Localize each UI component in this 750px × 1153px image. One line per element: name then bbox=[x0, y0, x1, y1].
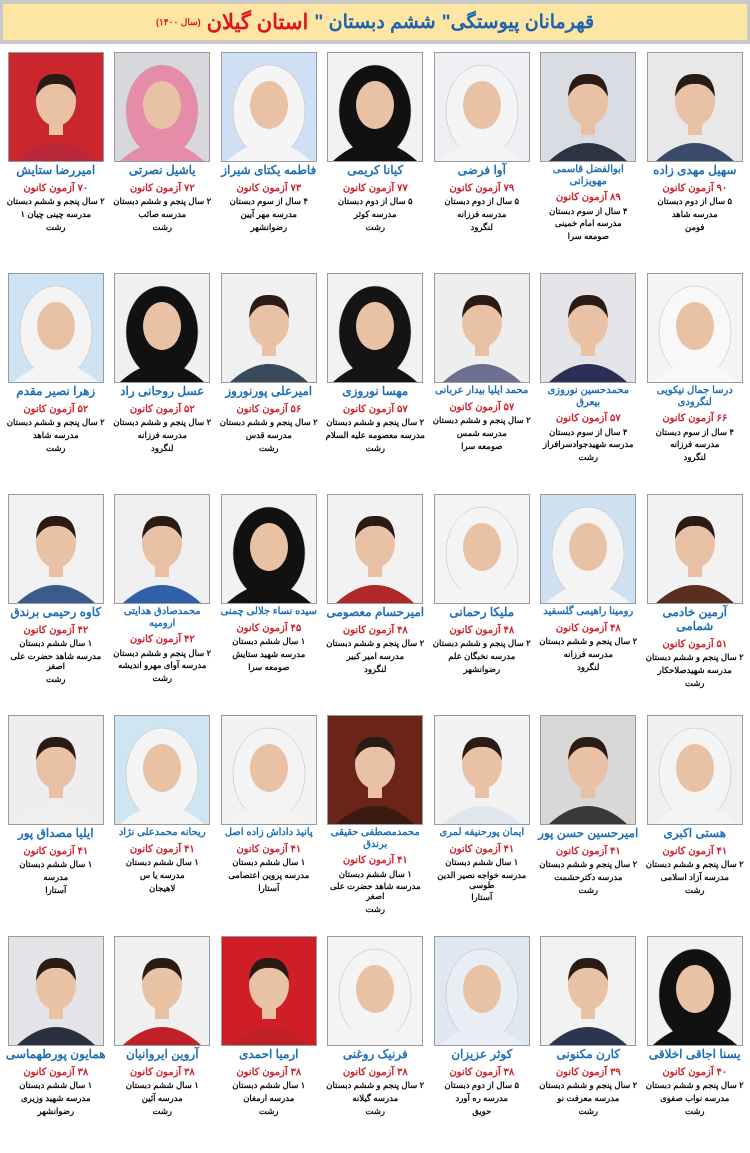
student-name: کاوه رحیمی برندق bbox=[10, 605, 102, 619]
student-card bbox=[642, 269, 749, 490]
student-photo bbox=[540, 52, 636, 162]
student-name: درسا جمال نیکویی لنگرودی bbox=[656, 385, 733, 408]
student-info bbox=[323, 1048, 428, 1152]
student-card bbox=[535, 932, 642, 1153]
student-name: محمد ایلیا بیدار عربانی bbox=[435, 385, 529, 396]
exam-count: ۸۹ آزمون کانون bbox=[555, 192, 621, 203]
student-name: امیررضا ستایش bbox=[16, 163, 96, 177]
title-banner bbox=[3, 4, 747, 40]
student-photo bbox=[8, 52, 104, 162]
student-name: ایمان پورحنیفه لمری bbox=[439, 827, 525, 838]
student-card bbox=[642, 932, 749, 1153]
years-attended: ۱ سال ششم دبستان bbox=[338, 868, 412, 879]
student-photo bbox=[8, 715, 104, 825]
student-card bbox=[109, 48, 216, 269]
school-name: مدرسه دکترحشمت bbox=[554, 872, 623, 883]
years-attended: ۴ سال از سوم دبستان bbox=[229, 196, 308, 207]
city-name: رشت bbox=[258, 442, 279, 453]
student-photo bbox=[327, 273, 423, 383]
student-card bbox=[216, 269, 323, 490]
student-info bbox=[536, 385, 641, 489]
exam-count: ۷۷ آزمون کانون bbox=[342, 182, 408, 194]
years-attended: ۱ سال ششم دبستان bbox=[232, 1080, 306, 1091]
city-name: آستارا bbox=[258, 882, 280, 893]
student-photo bbox=[647, 273, 743, 383]
exam-count: ۴۱ آزمون کانون bbox=[236, 843, 302, 855]
school-name: مدرسه شهیدصلاحکار bbox=[657, 664, 732, 675]
city-name: صومعه سرا bbox=[567, 231, 609, 242]
school-name: مدرسه معصومه علیه السلام bbox=[325, 430, 425, 441]
student-card bbox=[642, 711, 749, 932]
years-attended: ۲ سال پنجم و ششم دبستان bbox=[645, 652, 744, 663]
student-card bbox=[429, 269, 536, 490]
student-info bbox=[323, 385, 428, 489]
years-attended: ۲ سال پنجم و ششم دبستان bbox=[645, 1080, 744, 1091]
years-attended: ۱ سال ششم دبستان bbox=[125, 857, 199, 867]
student-info bbox=[430, 164, 535, 268]
student-card bbox=[642, 490, 749, 711]
student-info bbox=[110, 1048, 215, 1152]
exam-count: ۴۸ آزمون کانون bbox=[449, 624, 515, 636]
city-name: صومعه سرا bbox=[461, 440, 503, 451]
student-card bbox=[322, 269, 429, 490]
student-photo bbox=[327, 936, 423, 1046]
exam-count: ۳۸ آزمون کانون bbox=[236, 1066, 302, 1078]
city-name: رضوانشهر bbox=[463, 663, 501, 674]
student-card bbox=[429, 711, 536, 932]
student-info bbox=[217, 827, 322, 931]
school-name: مدرسه پروین اعتصامی bbox=[228, 869, 310, 880]
years-attended: ۲ سال پنجم و ششم دبستان bbox=[113, 647, 212, 658]
city-name: لنگرود bbox=[470, 221, 493, 232]
student-photo bbox=[221, 494, 317, 604]
student-name: فرنیک روغنی bbox=[342, 1047, 408, 1061]
student-card bbox=[3, 48, 110, 269]
city-name: رشت bbox=[578, 1105, 599, 1116]
school-name: مدرسه کوثر bbox=[353, 209, 397, 220]
student-card bbox=[3, 269, 110, 490]
years-attended: ۲ سال پنجم و ششم دبستان bbox=[645, 859, 744, 870]
student-name: محمدمصطفی حقیقی برندق bbox=[330, 827, 420, 850]
student-photo bbox=[114, 494, 210, 604]
student-card bbox=[535, 48, 642, 269]
student-card bbox=[216, 490, 323, 711]
school-name: مدرسه فرزانه bbox=[563, 648, 613, 659]
student-info bbox=[4, 606, 109, 710]
student-photo bbox=[221, 273, 317, 383]
student-card bbox=[322, 48, 429, 269]
student-photo bbox=[540, 936, 636, 1046]
city-name: لاهیجان bbox=[149, 882, 176, 893]
years-attended: ۴ سال از سوم دبستان bbox=[549, 426, 628, 437]
school-name: مدرسه نخبگان علم bbox=[448, 651, 516, 662]
student-card bbox=[535, 490, 642, 711]
student-photo bbox=[647, 52, 743, 162]
school-name: مدرسه شهیدجوادسرافراز bbox=[543, 439, 634, 450]
years-attended: ۲ سال پنجم و ششم دبستان bbox=[6, 196, 105, 207]
student-photo bbox=[114, 936, 210, 1046]
student-name: ملیکا رحمانی bbox=[449, 605, 515, 619]
student-photo bbox=[647, 936, 743, 1046]
school-name: مدرسه مهر آیین bbox=[240, 209, 297, 220]
student-info bbox=[4, 385, 109, 489]
student-name: کوثر عزیزان bbox=[451, 1047, 513, 1061]
city-name: آستارا bbox=[45, 884, 67, 895]
school-name: مدرسه شاهد bbox=[671, 209, 718, 220]
student-info bbox=[217, 1048, 322, 1152]
years-attended: ۲ سال پنجم و ششم دبستان bbox=[432, 638, 531, 649]
student-info bbox=[643, 827, 748, 931]
student-name: یاشیل نصرتی bbox=[128, 163, 196, 177]
student-photo bbox=[114, 52, 210, 162]
school-name: مدرسه ارمغان bbox=[243, 1093, 295, 1104]
years-attended: ۱ سال ششم دبستان bbox=[125, 1080, 199, 1091]
school-name: مدرسه صائب bbox=[138, 209, 187, 220]
years-attended: ۲ سال پنجم و ششم دبستان bbox=[6, 417, 105, 428]
years-attended: ۲ سال پنجم و ششم دبستان bbox=[113, 417, 212, 428]
exam-count: ۷۳ آزمون کانون bbox=[236, 182, 302, 194]
exam-count: ۶۶ آزمون کانون bbox=[662, 413, 728, 424]
student-card bbox=[322, 932, 429, 1153]
student-photo bbox=[540, 494, 636, 604]
school-name: مدرسه آزاد اسلامی bbox=[660, 872, 729, 883]
city-name: لنگرود bbox=[364, 663, 387, 674]
years-attended: ۲ سال پنجم و ششم دبستان bbox=[539, 636, 638, 646]
city-name: رشت bbox=[578, 452, 599, 463]
student-info bbox=[536, 164, 641, 268]
school-name: مدرسه امام خمینی bbox=[554, 218, 622, 229]
years-attended: ۲ سال پنجم و ششم دبستان bbox=[432, 415, 531, 425]
student-name: ابوالفضل قاسمی مهویزانی bbox=[552, 164, 624, 187]
exam-count: ۴۵ آزمون کانون bbox=[236, 622, 302, 634]
years-attended: ۲ سال پنجم و ششم دبستان bbox=[326, 1080, 425, 1091]
exam-count: ۵۶ آزمون کانون bbox=[236, 403, 302, 415]
student-card bbox=[216, 711, 323, 932]
school-name: مدرسه شمس bbox=[456, 427, 507, 438]
student-card bbox=[535, 711, 642, 932]
exam-count: ۳۸ آزمون کانون bbox=[23, 1066, 89, 1078]
city-name: رشت bbox=[152, 1105, 173, 1116]
student-card bbox=[216, 932, 323, 1153]
student-photo bbox=[434, 52, 530, 162]
city-name: رضوانشهر bbox=[37, 1105, 75, 1116]
student-info bbox=[323, 827, 428, 931]
student-photo bbox=[8, 936, 104, 1046]
student-info bbox=[643, 606, 748, 710]
student-name: آروین ایروانیان bbox=[125, 1047, 199, 1061]
student-info bbox=[217, 164, 322, 268]
exam-count: ۴۸ آزمون کانون bbox=[342, 624, 408, 636]
student-name: آوا فرضی bbox=[457, 163, 506, 177]
years-attended: ۲ سال پنجم و ششم دبستان bbox=[113, 196, 212, 207]
years-attended: ۱ سال ششم دبستان bbox=[232, 857, 306, 867]
student-info bbox=[643, 1048, 748, 1152]
years-attended: ۵ سال از دوم دبستان bbox=[657, 196, 733, 207]
school-name: مدرسه فرزانه bbox=[137, 430, 187, 441]
student-photo bbox=[114, 273, 210, 383]
school-name: مدرسه نواب صفوی bbox=[660, 1093, 730, 1104]
school-name: مدرسه فرزانه bbox=[670, 439, 720, 450]
city-name: رشت bbox=[684, 884, 705, 895]
student-photo bbox=[221, 715, 317, 825]
years-attended: ۲ سال پنجم و ششم دبستان bbox=[539, 859, 638, 870]
title-year: (سال ۱۴۰۰) bbox=[155, 16, 201, 27]
school-name: مدرسه گیلانه bbox=[352, 1093, 399, 1104]
student-card bbox=[3, 490, 110, 711]
student-photo bbox=[327, 715, 423, 825]
years-attended: ۵ سال از دوم دبستان bbox=[337, 196, 413, 207]
exam-count: ۴۰ آزمون کانون bbox=[662, 1066, 728, 1078]
student-info bbox=[217, 385, 322, 489]
city-name: لنگرود bbox=[683, 452, 706, 463]
city-name: آستارا bbox=[471, 892, 493, 903]
years-attended: ۱ سال ششم دبستان bbox=[445, 857, 519, 867]
student-info bbox=[536, 606, 641, 710]
years-attended: ۱ سال ششم دبستان bbox=[19, 859, 93, 870]
exam-count: ۴۲ آزمون کانون bbox=[23, 624, 89, 636]
school-name: مدرسه شاهد حضرت علی اصغر bbox=[329, 881, 421, 902]
student-photo bbox=[647, 494, 743, 604]
city-name: صومعه سرا bbox=[248, 661, 290, 672]
exam-count: ۴۱ آزمون کانون bbox=[342, 855, 408, 866]
school-name: مدرسه شهید ستایش bbox=[232, 648, 306, 659]
city-name: رشت bbox=[152, 673, 173, 684]
city-name: رشت bbox=[365, 221, 386, 232]
student-info bbox=[4, 164, 109, 268]
city-name: رشت bbox=[45, 673, 66, 684]
student-name: کیانا کریمی bbox=[347, 163, 404, 177]
student-photo bbox=[327, 52, 423, 162]
student-card bbox=[429, 48, 536, 269]
exam-count: ۴۱ آزمون کانون bbox=[662, 845, 728, 857]
student-name: همایون پورطهماسی bbox=[5, 1047, 106, 1061]
city-name: رشت bbox=[365, 903, 386, 914]
school-name: مدرسه شهید وزیری bbox=[21, 1093, 91, 1104]
years-attended: ۱ سال ششم دبستان bbox=[232, 636, 306, 646]
student-info bbox=[430, 1048, 535, 1152]
student-info bbox=[4, 827, 109, 931]
student-photo bbox=[540, 273, 636, 383]
city-name: حویق bbox=[472, 1105, 492, 1116]
student-name: کارن مکنونی bbox=[556, 1047, 621, 1061]
student-info bbox=[643, 385, 748, 489]
exam-count: ۳۹ آزمون کانون bbox=[555, 1066, 621, 1078]
student-name: پانیذ داداش زاده اصل bbox=[224, 827, 313, 838]
student-name: سیده نساء جلالی چمنی bbox=[220, 606, 318, 617]
student-card bbox=[3, 932, 110, 1153]
student-card bbox=[429, 932, 536, 1153]
years-attended: ۵ سال از دوم دبستان bbox=[444, 1080, 520, 1091]
city-name: رضوانشهر bbox=[250, 221, 288, 232]
exam-count: ۴۱ آزمون کانون bbox=[555, 845, 621, 857]
school-name: مدرسه شاهد حضرت علی اصغر bbox=[10, 651, 102, 671]
title-part-1: قهرمانان پیوستگی" bbox=[441, 11, 595, 33]
school-name: مدرسه bbox=[43, 872, 69, 883]
school-name: مدرسه قدس bbox=[245, 430, 292, 441]
exam-count: ۷۲ آزمون کانون bbox=[129, 182, 195, 194]
exam-count: ۴۱ آزمون کانون bbox=[449, 843, 515, 855]
student-photo bbox=[221, 52, 317, 162]
student-info bbox=[110, 606, 215, 710]
student-card bbox=[109, 269, 216, 490]
student-photo bbox=[221, 936, 317, 1046]
student-info bbox=[536, 827, 641, 931]
exam-count: ۴۸ آزمون کانون bbox=[555, 622, 621, 634]
student-name: محمدصادق هدایتی ارومیه bbox=[123, 606, 201, 629]
student-card bbox=[642, 48, 749, 269]
student-photo bbox=[434, 273, 530, 383]
student-info bbox=[110, 385, 215, 489]
student-name: آرمین خادمی شمامی bbox=[662, 605, 727, 633]
student-name: زهرا نصیر مقدم bbox=[16, 384, 96, 398]
city-name: رشت bbox=[152, 221, 173, 232]
student-name: امیرعلی پورنوروز bbox=[225, 384, 313, 398]
student-card bbox=[535, 269, 642, 490]
student-card bbox=[429, 490, 536, 711]
years-attended: ۲ سال پنجم و ششم دبستان bbox=[219, 417, 318, 428]
student-name: هستی اکبری bbox=[663, 826, 727, 840]
years-attended: ۲ سال پنجم و ششم دبستان bbox=[326, 417, 425, 428]
school-name: مدرسه ره آورد bbox=[455, 1093, 508, 1104]
exam-count: ۵۲ آزمون کانون bbox=[23, 403, 89, 415]
student-name: ارمیا احمدی bbox=[238, 1047, 299, 1061]
student-name: رومینا راهیمی گلسفید bbox=[543, 606, 634, 617]
student-card bbox=[3, 711, 110, 932]
student-photo bbox=[647, 715, 743, 825]
student-info bbox=[430, 606, 535, 710]
student-info bbox=[323, 606, 428, 710]
student-info bbox=[643, 164, 748, 268]
city-name: لنگرود bbox=[151, 442, 174, 453]
exam-count: ۴۱ آزمون کانون bbox=[129, 843, 195, 855]
city-name: رشت bbox=[45, 442, 66, 453]
student-photo bbox=[8, 273, 104, 383]
school-name: مدرسه چینی چیان ۱ bbox=[20, 209, 92, 220]
exam-count: ۵۷ آزمون کانون bbox=[342, 403, 408, 415]
city-name: رشت bbox=[684, 677, 705, 688]
student-info bbox=[536, 1048, 641, 1152]
school-name: مدرسه امیر کبیر bbox=[346, 651, 405, 662]
city-name: رشت bbox=[365, 1105, 386, 1116]
student-card bbox=[322, 711, 429, 932]
title-province: استان گیلان bbox=[206, 10, 309, 34]
student-card bbox=[109, 490, 216, 711]
student-info bbox=[110, 164, 215, 268]
years-attended: ۱ سال ششم دبستان bbox=[19, 1080, 93, 1091]
exam-count: ۹۰ آزمون کانون bbox=[662, 182, 728, 194]
student-photo bbox=[327, 494, 423, 604]
school-name: مدرسه فرزانه bbox=[457, 209, 507, 220]
student-card bbox=[109, 711, 216, 932]
student-photo bbox=[114, 715, 210, 825]
city-name: رشت bbox=[684, 1105, 705, 1116]
student-name: محمدحسین نوروزی بیعرق bbox=[547, 385, 630, 408]
title-part-2: ششم دبستان " bbox=[314, 11, 436, 33]
school-name: مدرسه آئین bbox=[141, 1093, 183, 1104]
student-name: امیرحسین حسن پور bbox=[538, 826, 639, 840]
years-attended: ۲ سال پنجم و ششم دبستان bbox=[326, 638, 425, 649]
city-name: فومن bbox=[685, 221, 705, 232]
student-name: عسل روحانی راد bbox=[120, 384, 205, 398]
exam-count: ۳۸ آزمون کانون bbox=[342, 1066, 408, 1078]
exam-count: ۵۷ آزمون کانون bbox=[449, 401, 515, 413]
student-photo bbox=[540, 715, 636, 825]
exam-count: ۴۲ آزمون کانون bbox=[129, 634, 195, 645]
student-name: ایلیا مصداق پور bbox=[17, 826, 94, 840]
student-info bbox=[430, 385, 535, 489]
years-attended: ۴ سال از سوم دبستان bbox=[549, 205, 628, 216]
exam-count: ۷۹ آزمون کانون bbox=[449, 182, 515, 194]
student-name: امیرحسام معصومی bbox=[326, 605, 425, 619]
student-card bbox=[216, 48, 323, 269]
student-photo bbox=[8, 494, 104, 604]
student-card bbox=[322, 490, 429, 711]
student-photo bbox=[434, 715, 530, 825]
student-name: یسنا اجاقی اخلاقی bbox=[648, 1047, 741, 1061]
city-name: لنگرود bbox=[577, 661, 600, 672]
school-name: مدرسه شاهد bbox=[32, 430, 79, 441]
city-name: رشت bbox=[578, 884, 599, 895]
students-grid bbox=[2, 48, 748, 1153]
school-name: مدرسه خواجه نصیر الدین طوسی bbox=[437, 869, 527, 890]
student-photo bbox=[434, 936, 530, 1046]
years-attended: ۲ سال پنجم و ششم دبستان bbox=[539, 1080, 638, 1091]
exam-count: ۳۸ آزمون کانون bbox=[449, 1066, 515, 1078]
poster-header bbox=[0, 0, 750, 44]
years-attended: ۱ سال ششم دبستان bbox=[19, 638, 93, 649]
years-attended: ۵ سال از دوم دبستان bbox=[444, 196, 520, 207]
student-name: ریحانه محمدعلی نژاد bbox=[118, 827, 206, 838]
exam-count: ۵۷ آزمون کانون bbox=[555, 413, 621, 424]
city-name: رشت bbox=[365, 442, 386, 453]
years-attended: ۴ سال از سوم دبستان bbox=[655, 426, 734, 437]
city-name: رشت bbox=[258, 1105, 279, 1116]
student-name: فاطمه یکتای شیراز bbox=[221, 163, 317, 177]
student-name: مهسا نوروزی bbox=[342, 384, 409, 398]
student-photo bbox=[434, 494, 530, 604]
exam-count: ۳۸ آزمون کانون bbox=[129, 1066, 195, 1078]
city-name: رشت bbox=[45, 221, 66, 232]
student-info bbox=[217, 606, 322, 710]
school-name: مدرسه یا س bbox=[139, 869, 185, 880]
exam-count: ۵۲ آزمون کانون bbox=[129, 403, 195, 415]
student-name: سهیل مهدی زاده bbox=[653, 163, 737, 177]
exam-count: ۷۰ آزمون کانون bbox=[23, 182, 89, 194]
student-info bbox=[430, 827, 535, 931]
student-info bbox=[110, 827, 215, 931]
student-info bbox=[4, 1048, 109, 1152]
school-name: مدرسه معرفت نو bbox=[557, 1093, 620, 1104]
student-info bbox=[323, 164, 428, 268]
student-card bbox=[109, 932, 216, 1153]
exam-count: ۴۱ آزمون کانون bbox=[23, 845, 89, 857]
school-name: مدرسه آوای مهرو اندیشه bbox=[118, 660, 207, 671]
exam-count: ۵۱ آزمون کانون bbox=[662, 638, 728, 650]
